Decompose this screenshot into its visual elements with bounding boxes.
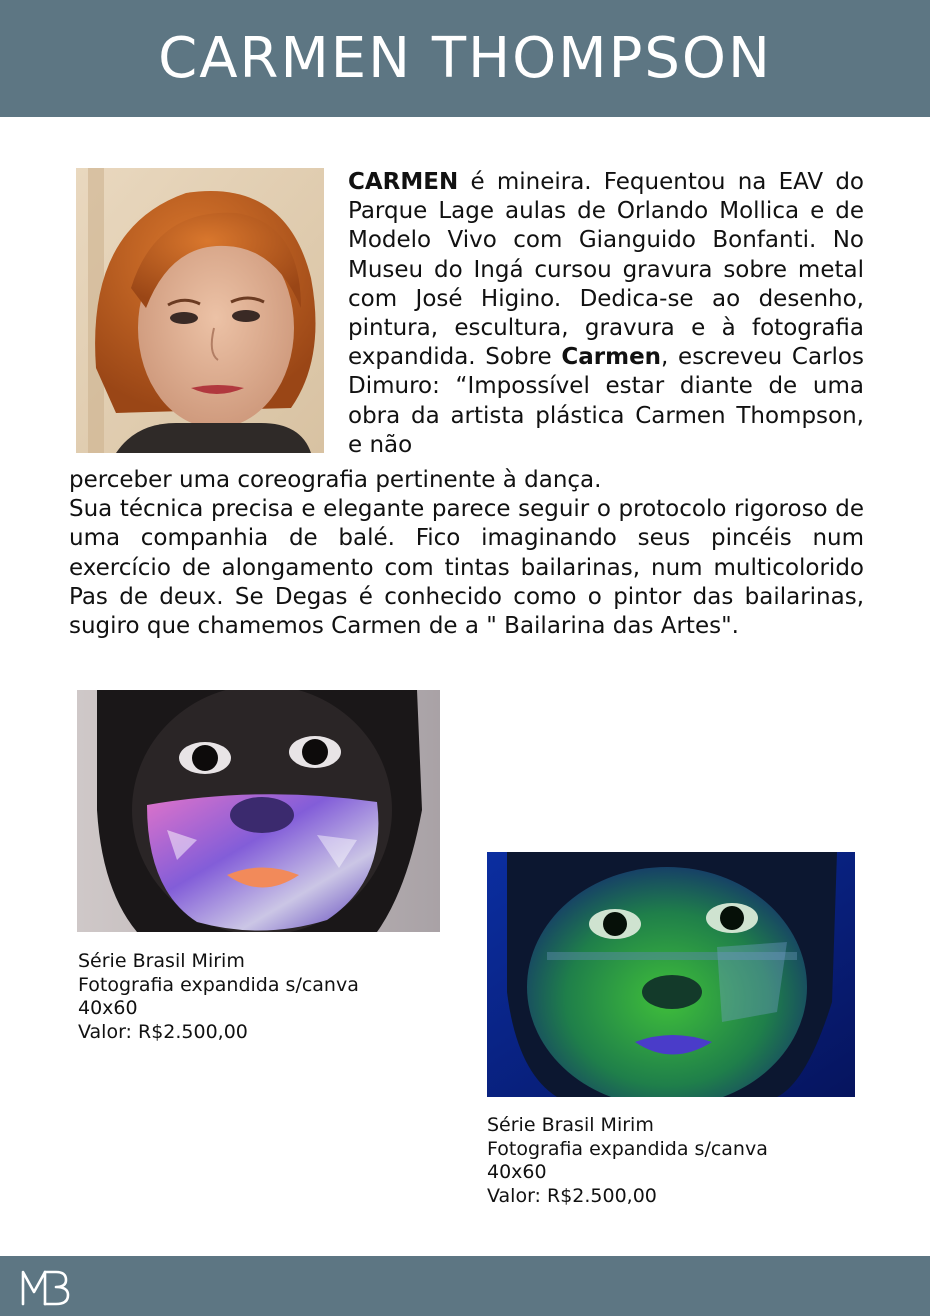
bio-text-part2: , escreveu Carlos Dimuro: “Impossível estar diante de uma obra da [348, 344, 864, 429]
bio-lead-name: CARMEN [348, 169, 459, 195]
page-footer [0, 1256, 930, 1316]
artwork-1-technique: Fotografia expandida s/canva [78, 973, 359, 996]
artwork-caption-2 [487, 1114, 768, 1208]
artwork-1-size: 40x60 [78, 997, 138, 1019]
bio-text-part3: artista plástica Carmen Thompson, e não [348, 402, 864, 458]
artwork-2-size: 40x60 [487, 1161, 547, 1183]
artwork-1-series: Série Brasil Mirim [78, 950, 245, 972]
page-title: CARMEN THOMPSON [158, 25, 772, 91]
artist-portrait-photo [76, 168, 324, 453]
bio-name-bold: Carmen [561, 344, 662, 371]
artwork-caption-1 [78, 950, 359, 1044]
artwork-1-price: Valor: R$2.500,00 [78, 1020, 248, 1043]
artwork-2-technique: Fotografia expandida s/canva [487, 1137, 768, 1160]
artwork-image-2 [487, 852, 855, 1097]
artwork-image-1 [77, 690, 440, 932]
artwork-2-price: Valor: R$2.500,00 [487, 1184, 657, 1207]
bio-text-part4: perceber uma coreografia pertinente à dança. [69, 467, 602, 493]
bio-text-part5: Sua técnica precisa e elegante parece seguir o protocolo rigoroso de uma companhia de balé. Fico imaginando seus pincéis num exercício de alongamento com tintas bailarinas, num multicolorido Pas de deux. Se Degas é conhecido como o pintor das bailarinas, sugiro que chamemos Carmen de a " Bailarina das Artes". [69, 496, 864, 640]
mb-logo [20, 1268, 70, 1306]
artwork-2-series: Série Brasil Mirim [487, 1114, 654, 1136]
bio-text-full-width [69, 466, 864, 641]
bio-text-part1: é mineira. Fequentou na EAV do Parque Lage aulas de Orlando Mollica e de Modelo Vivo com Gianguido Bonfanti. No Museu do Ingá cursou gravura sobre metal com José Higino. Dedica-se ao desenho, pintura, escultura, gravura e à fotografia expandida. Sobre [348, 169, 864, 371]
bio-text-column [348, 168, 864, 460]
page-header [0, 0, 930, 117]
